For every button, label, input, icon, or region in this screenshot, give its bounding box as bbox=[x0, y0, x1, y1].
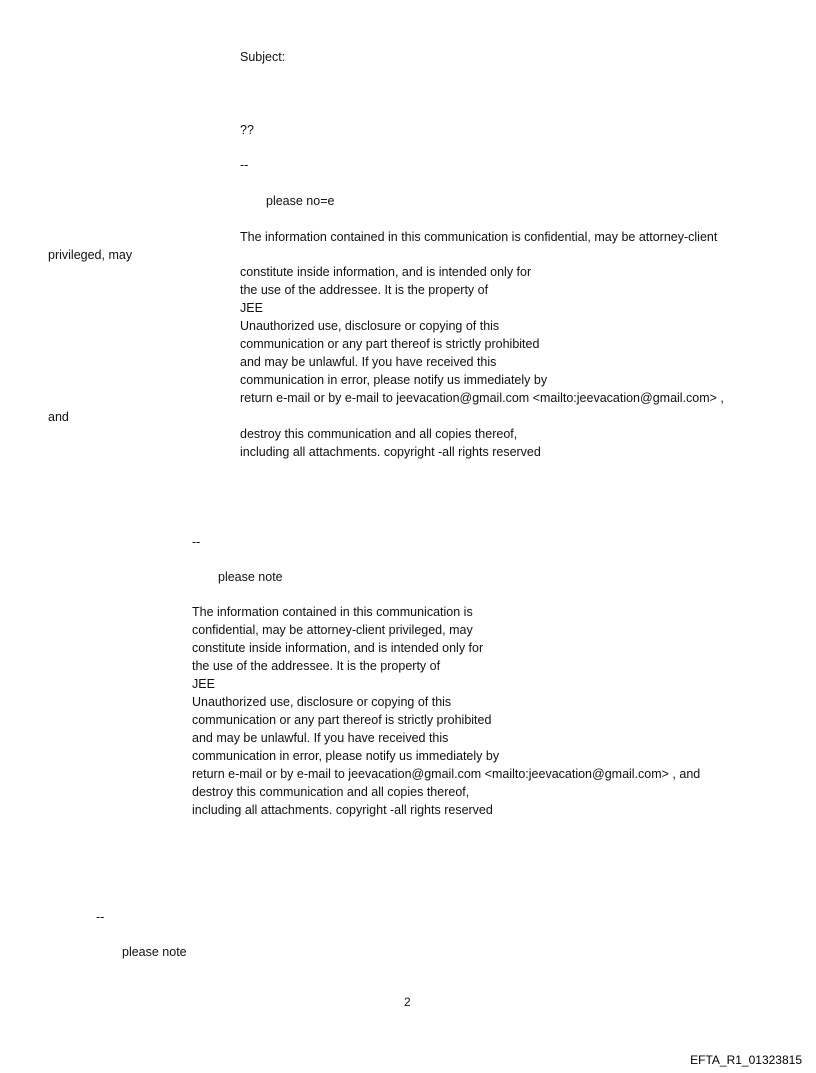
disclaimer-line: JEE bbox=[192, 677, 215, 691]
disclaimer-line: constitute inside information, and is intended only for bbox=[192, 641, 484, 655]
disclaimer-wrapped-line: privileged, may bbox=[48, 248, 133, 262]
disclaimer-wrapped-line: and bbox=[48, 410, 69, 424]
disclaimer-line: the use of the addressee. It is the property of bbox=[240, 283, 489, 297]
disclaimer-line: constitute inside information, and is intended only for bbox=[240, 265, 532, 279]
disclaimer-line: Unauthorized use, disclosure or copying of this bbox=[240, 319, 500, 333]
disclaimer-line: return e-mail or by e-mail to jeevacation@gmail.com <mailto:jeevacation@gmail.com> , and bbox=[192, 767, 701, 781]
subject-body: ?? bbox=[240, 123, 254, 137]
disclaimer-line: The information contained in this communication is confidential, may be attorney-client bbox=[240, 230, 718, 244]
disclaimer-body bbox=[240, 263, 724, 407]
signature-separator: -- bbox=[96, 910, 105, 924]
signature-separator: -- bbox=[240, 158, 249, 172]
disclaimer-line: the use of the addressee. It is the property of bbox=[192, 659, 441, 673]
note-heading: please no=e bbox=[266, 194, 335, 208]
disclaimer-line: including all attachments. copyright -all rights reserved bbox=[240, 445, 541, 459]
note-heading: please note bbox=[122, 945, 187, 959]
disclaimer-line: and may be unlawful. If you have received this bbox=[192, 731, 449, 745]
document-id: EFTA_R1_01323815 bbox=[690, 1053, 802, 1067]
disclaimer-line: JEE bbox=[240, 301, 263, 315]
disclaimer-line: Unauthorized use, disclosure or copying of this bbox=[192, 695, 452, 709]
note-heading: please note bbox=[218, 570, 283, 584]
page-number: 2 bbox=[404, 995, 411, 1009]
disclaimer-line: The information contained in this communication is bbox=[192, 605, 473, 619]
signature-separator: -- bbox=[192, 535, 201, 549]
disclaimer-line: communication or any part thereof is strictly prohibited bbox=[192, 713, 492, 727]
disclaimer-block bbox=[192, 603, 700, 819]
disclaimer-line: confidential, may be attorney-client privileged, may bbox=[192, 623, 473, 637]
disclaimer-line: and may be unlawful. If you have received this bbox=[240, 355, 497, 369]
disclaimer-line: return e-mail or by e-mail to jeevacation@gmail.com <mailto:jeevacation@gmail.com> , bbox=[240, 391, 724, 405]
disclaimer-line: destroy this communication and all copies thereof, bbox=[192, 785, 470, 799]
disclaimer-line: communication or any part thereof is strictly prohibited bbox=[240, 337, 540, 351]
disclaimer-line: destroy this communication and all copies thereof, bbox=[240, 427, 518, 441]
disclaimer-line: including all attachments. copyright -all rights reserved bbox=[192, 803, 493, 817]
subject-label: Subject: bbox=[240, 50, 286, 64]
disclaimer-line: communication in error, please notify us immediately by bbox=[240, 373, 548, 387]
disclaimer-line: communication in error, please notify us immediately by bbox=[192, 749, 500, 763]
disclaimer-body bbox=[240, 425, 541, 461]
